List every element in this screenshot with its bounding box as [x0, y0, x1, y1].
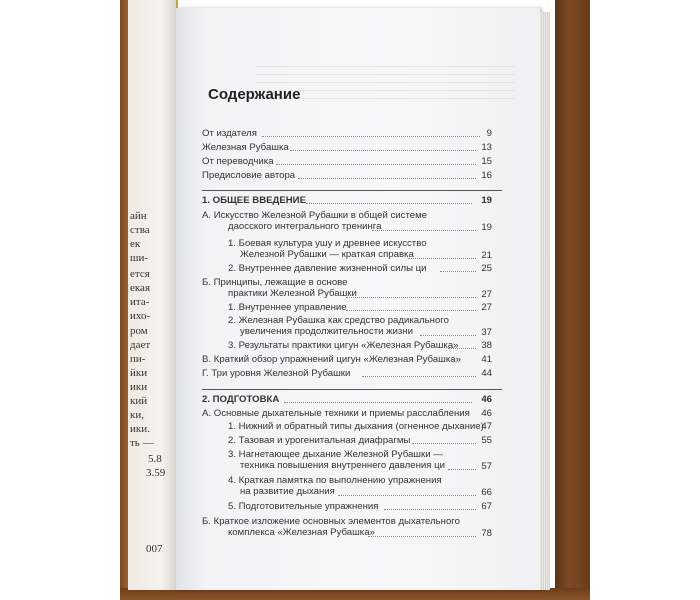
leader-dots — [276, 164, 476, 165]
toc-entry: 5. Подготовительные упражнения — [228, 501, 379, 512]
leader-dots — [372, 230, 476, 231]
facing-page-fragment: ства — [130, 224, 150, 236]
toc-entry: Железная Рубашка — [202, 142, 289, 153]
toc-page-number: 66 — [481, 487, 492, 498]
toc-page-number: 46 — [481, 408, 492, 419]
facing-page-fragment: ек — [130, 238, 141, 250]
toc-entry: 2. Железная Рубашка как средство радикального увеличения продолжительности жизни — [228, 315, 449, 337]
leader-dots — [284, 402, 472, 403]
leader-dots — [346, 297, 476, 298]
toc-entry: От издателя — [202, 128, 257, 139]
facing-page-fragment: екая — [130, 282, 151, 294]
facing-page-fragment: ики. — [130, 423, 150, 435]
facing-page-fragment: ки, — [130, 409, 144, 421]
toc-page-number: 37 — [481, 327, 492, 338]
facing-page-fragment: пи- — [130, 353, 146, 365]
facing-page-fragment: ики — [130, 381, 148, 393]
facing-page-fragment: дает — [130, 339, 151, 351]
facing-page-fragment: 3.59 — [146, 467, 166, 479]
toc-page-number: 55 — [481, 435, 492, 446]
toc-entry: Г. Три уровня Железной Рубашки — [202, 368, 351, 379]
toc-entry: Предисловие автора — [202, 170, 296, 181]
toc-page-number: 19 — [481, 195, 492, 206]
toc-page-number: 13 — [481, 142, 492, 153]
toc-page-number: 57 — [481, 461, 492, 472]
toc-page-number: 27 — [481, 289, 492, 300]
toc-entry: Б. Принципы, лежащие в основе практики Железной Рубашки — [202, 277, 357, 299]
leader-dots — [262, 136, 480, 137]
toc-page-number: 16 — [481, 170, 492, 181]
toc-entry: А. Основные дыхательные техники и приемы расслабления — [202, 408, 470, 419]
facing-page-fragment: ихо- — [130, 310, 151, 322]
toc-entry: От переводчика — [202, 156, 274, 167]
leader-dots — [298, 178, 476, 179]
toc-entry: 2. Внутреннее давление жизненной силы ци — [228, 263, 427, 274]
facing-page-fragment: 5.8 — [148, 453, 162, 465]
leader-dots — [368, 536, 476, 537]
toc-entry: А. Искусство Железной Рубашки в общей системе даосского интегрального тренинга — [202, 210, 428, 232]
toc-entry: 2. Тазовая и урогенитальная диафрагмы — [228, 435, 411, 446]
facing-page-fragment: айн — [130, 210, 147, 222]
toc-entry: Б. Краткое изложение основных элементов дыхательного комплекса «Железная Рубашка» — [202, 516, 460, 538]
toc-page-number: 47 — [481, 421, 492, 432]
leader-dots — [362, 376, 476, 377]
toc-page-number: 78 — [481, 528, 492, 539]
toc-entry: 1. Внутреннее управление — [228, 302, 347, 313]
leader-dots — [306, 203, 472, 204]
toc-page-number: 27 — [481, 302, 492, 313]
toc-page-number: 9 — [486, 128, 492, 139]
facing-page-fragment: 007 — [146, 543, 163, 555]
page-edges — [540, 12, 550, 590]
toc-page-number: 25 — [481, 263, 492, 274]
facing-page-fragment: ется — [130, 268, 150, 280]
section-heading: 2. ПОДГОТОВКА — [202, 394, 280, 405]
facing-page-fragment: йки — [130, 367, 148, 379]
facing-page-fragment: кий — [130, 395, 148, 407]
toc-page-number: 38 — [481, 340, 492, 351]
toc-page-number: 44 — [481, 368, 492, 379]
table-surface-right — [555, 0, 590, 600]
toc-page-number: 67 — [481, 501, 492, 512]
toc-page-number: 15 — [481, 156, 492, 167]
toc-entry: В. Краткий обзор упражнений цигун «Железная Рубашка» — [202, 354, 461, 365]
toc-entry: 4. Краткая памятка по выполнению упражнения на развитие дыхания — [228, 475, 442, 497]
toc-entry: 3. Нагнетающее дыхание Железной Рубашки — техника повышения внутреннего давления ци — [228, 449, 445, 471]
facing-page-fragment: ита- — [130, 296, 150, 308]
facing-page-fragment: ши- — [130, 252, 149, 264]
facing-page-fragment: ром — [130, 325, 148, 337]
toc-page-number: 21 — [481, 250, 492, 261]
toc-page-number: 46 — [481, 394, 492, 405]
section-rule — [202, 389, 502, 390]
toc-page-number: 19 — [481, 222, 492, 233]
facing-page-fragment: ть — — [130, 437, 154, 449]
toc-page-number: 41 — [481, 354, 492, 365]
toc-entry: 1. Нижний и обратный типы дыхания (огненное дыхание) — [228, 421, 484, 432]
toc-entry: 1. Боевая культура ушу и древнее искусство Железной Рубашки — краткая справка — [228, 238, 427, 260]
toc-entry: 3. Результаты практики цигун «Железная Рубашка» — [228, 340, 459, 351]
page-title: Содержание — [208, 86, 301, 103]
facing-page — [128, 0, 178, 590]
section-heading: 1. ОБЩЕЕ ВВЕДЕНИЕ — [202, 195, 306, 206]
leader-dots — [290, 150, 476, 151]
leader-dots — [346, 310, 476, 311]
leader-dots — [338, 495, 476, 496]
section-rule — [202, 190, 502, 191]
